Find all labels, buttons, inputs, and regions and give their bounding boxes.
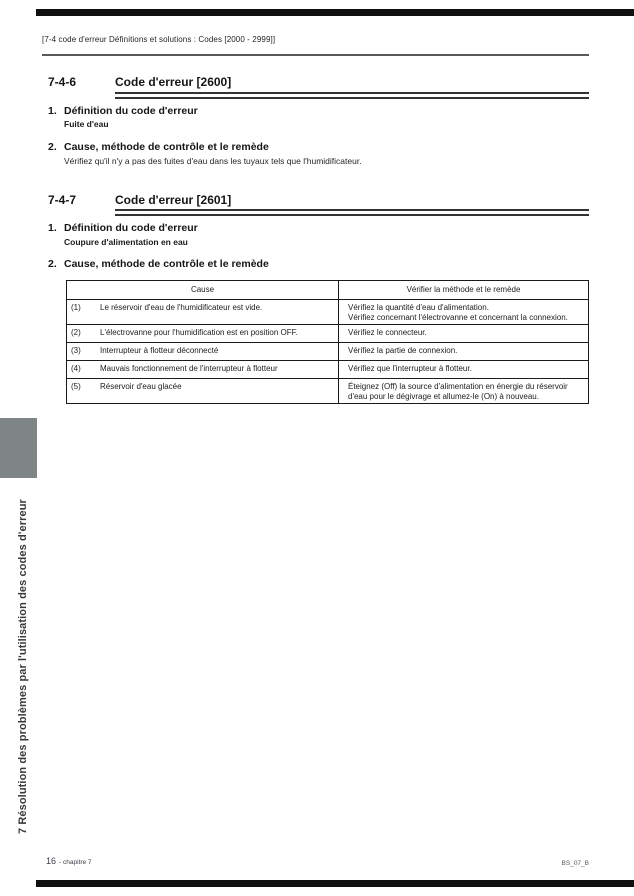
cause-text: Mauvais fonctionnement de l'interrupteur à flotteur	[100, 364, 278, 373]
table-header-remedy: Vérifier la méthode et le remède	[339, 281, 589, 300]
chapter-label: - chapitre 7	[59, 859, 92, 866]
table-row	[67, 361, 589, 379]
list-item-number: 2.	[48, 258, 57, 270]
item-heading-cause: Cause, méthode de contrôle et le remède	[64, 258, 269, 270]
error-definition-text: Coupure d'alimentation en eau	[64, 237, 188, 247]
remedy-text: Vérifiez concernant l'électrovanne et concernant la connexion.	[348, 312, 568, 322]
footer-page-info	[46, 856, 92, 866]
list-item-number: 1.	[48, 222, 57, 234]
document-code: BS_07_B	[561, 860, 589, 867]
table-header-row	[67, 281, 589, 300]
page-top-bar	[36, 9, 634, 16]
section-title-rule	[115, 92, 589, 99]
header-rule	[42, 54, 589, 56]
section-title: Code d'erreur [2600]	[115, 75, 232, 89]
section-number: 7-4-7	[48, 193, 77, 207]
remedy-text: d'eau pour le dégivrage et allumez-le (On) à nouveau.	[348, 391, 539, 401]
chapter-tab	[0, 418, 37, 478]
cause-remedy-text: Vérifiez qu'il n'y a pas des fuites d'eau dans les tuyaux tels que l'humidificateur.	[64, 156, 362, 166]
item-heading-definition: Définition du code d'erreur	[64, 105, 198, 117]
error-definition-text: Fuite d'eau	[64, 119, 109, 129]
table-header-cause: Cause	[67, 281, 339, 300]
section-number: 7-4-6	[48, 75, 77, 89]
cause-number: (4)	[71, 364, 81, 373]
item-heading-definition: Définition du code d'erreur	[64, 222, 198, 234]
item-heading-cause: Cause, méthode de contrôle et le remède	[64, 141, 269, 153]
cause-number: (1)	[71, 303, 81, 312]
section-title: Code d'erreur [2601]	[115, 193, 232, 207]
table-row	[67, 325, 589, 343]
remedy-text: Vérifiez la partie de connexion.	[348, 346, 458, 355]
cause-text: Interrupteur à flotteur déconnecté	[100, 346, 219, 355]
table-row	[67, 343, 589, 361]
cause-number: (5)	[71, 382, 81, 391]
remedy-text: Vérifiez le connecteur.	[348, 328, 427, 337]
chapter-sidebar-label: 7 Résolution des problèmes par l'utilisation des codes d'erreur	[17, 499, 29, 834]
cause-number: (3)	[71, 346, 81, 355]
cause-text: Le réservoir d'eau de l'humidificateur est vide.	[100, 303, 263, 312]
cause-number: (2)	[71, 328, 81, 337]
section-title-rule	[115, 209, 589, 216]
page-bottom-bar	[36, 880, 634, 887]
list-item-number: 2.	[48, 141, 57, 153]
table-row	[67, 300, 589, 325]
list-item-number: 1.	[48, 105, 57, 117]
remedy-text: Vérifiez que l'interrupteur à flotteur.	[348, 364, 472, 373]
breadcrumb: [7-4 code d'erreur Définitions et solutions : Codes [2000 - 2999]]	[42, 35, 276, 44]
table-row	[67, 379, 589, 404]
cause-text: Réservoir d'eau glacée	[100, 382, 182, 391]
cause-remedy-table	[66, 280, 589, 404]
cause-text: L'électrovanne pour l'humidification est en position OFF.	[100, 328, 298, 337]
remedy-text: Éteignez (Off) la source d'alimentation en énergie du réservoir	[348, 382, 568, 391]
page-number: 16	[46, 856, 57, 866]
remedy-text: Vérifiez la quantité d'eau d'alimentation.	[348, 303, 489, 312]
